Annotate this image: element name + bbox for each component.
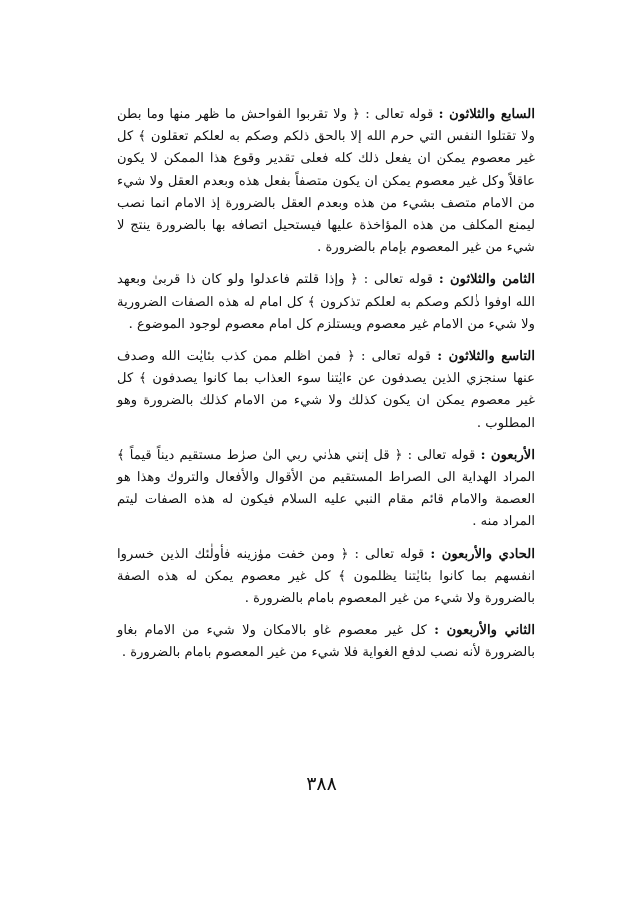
page-number: ٣٨٨ (306, 773, 337, 795)
paragraph-heading: الحادي والأربعون : (430, 546, 535, 562)
paragraph-40 (117, 445, 535, 534)
paragraph-text: قوله تعالى : ﴿ وإذا قلتم فاعدلوا ولو كان ذا قربىٰ وبعهد الله اوفوا ذٰلكم وصكم به لعلكم تذكرون ﴾ كل امام له هذه الصفات الضرورية ولا شيء من الامام غير معصوم ويستلزم كل امام معصوم لوجود الموضوع . (117, 272, 535, 332)
paragraph-39 (117, 346, 535, 435)
paragraph-41 (117, 544, 535, 611)
paragraph-text: قوله تعالى : ﴿ قل إنني هدٰني ربي الىٰ صرٰط مستقيم ديناً قيماً ﴾ المراد الهداية الى الصراط المستقيم من الأقوال والأفعال والتروك وهذا هو العصمة والامام قائم مقام النبي عليه السلام فيكون له هذه الصفات ليتم المراد منه . (117, 447, 535, 530)
paragraph-42 (117, 620, 535, 664)
paragraph-38 (117, 269, 535, 336)
paragraph-heading: السابع والثلاثون : (438, 107, 535, 122)
paragraph-heading: الثامن والثلاثون : (438, 272, 535, 288)
paragraph-heading: الأربعون : (480, 447, 535, 463)
paragraph-37 (117, 104, 535, 259)
paragraph-text: كل غير معصوم غاو بالامكان ولا شيء من الامام بغاو بالضرورة لأنه نصب لدفع الغواية فلا شيء من غير المعصوم بامام بالضرورة . (117, 623, 535, 661)
paragraph-text: قوله تعالى : ﴿ فمن اظلم ممن كذب بئايٰت الله وصدف عنها سنجزي الذين يصدفون عن ءايٰتنا سوء العذاب بما كانوا يصدفون ﴾ كل غير معصوم يمكن ان يكون كذلك ولا شيء من الامام كذلك بالضرورة وهو المطلوب . (117, 349, 535, 431)
document-body (117, 104, 535, 675)
paragraph-text: قوله تعالى : ﴿ ومن خفت موٰزينه فأولٰئك الذين خسروا انفسهم بما كانوا بئايٰتنا يظلمون ﴾ كل غير معصوم يمكن له هذه الصفة بالضرورة ولا شيء من غير المعصوم بامام بالضرورة . (117, 546, 535, 607)
paragraph-text: قوله تعالى : ﴿ ولا تقربوا الفواحش ما ظهر منها وما بطن ولا تقتلوا النفس التي حرم الله إلا بالحق ذلكم وصكم به لعلكم تعقلون ﴾ كل غير معصوم يمكن ان يفعل ذلك كله فعلى تقدير وقوع هذا الممكن لا يكون عاقلاً وكل غير معصوم يمكن ان يكون متصفاً بفعل هذه وبعدم العقل ولا شيء من الامام متصف بشيء من هذه وبعدم العقل بالضرورة إذ الامام انما نصب ليمنع المكلف من هذه المؤاخذة عليها فيستحيل اتصافه بها بالضرورة ينتج لا شيء من غير المعصوم بإمام بالضرورة . (117, 107, 535, 256)
paragraph-heading: الثاني والأربعون : (434, 623, 535, 639)
paragraph-heading: التاسع والثلاثون : (437, 349, 535, 365)
